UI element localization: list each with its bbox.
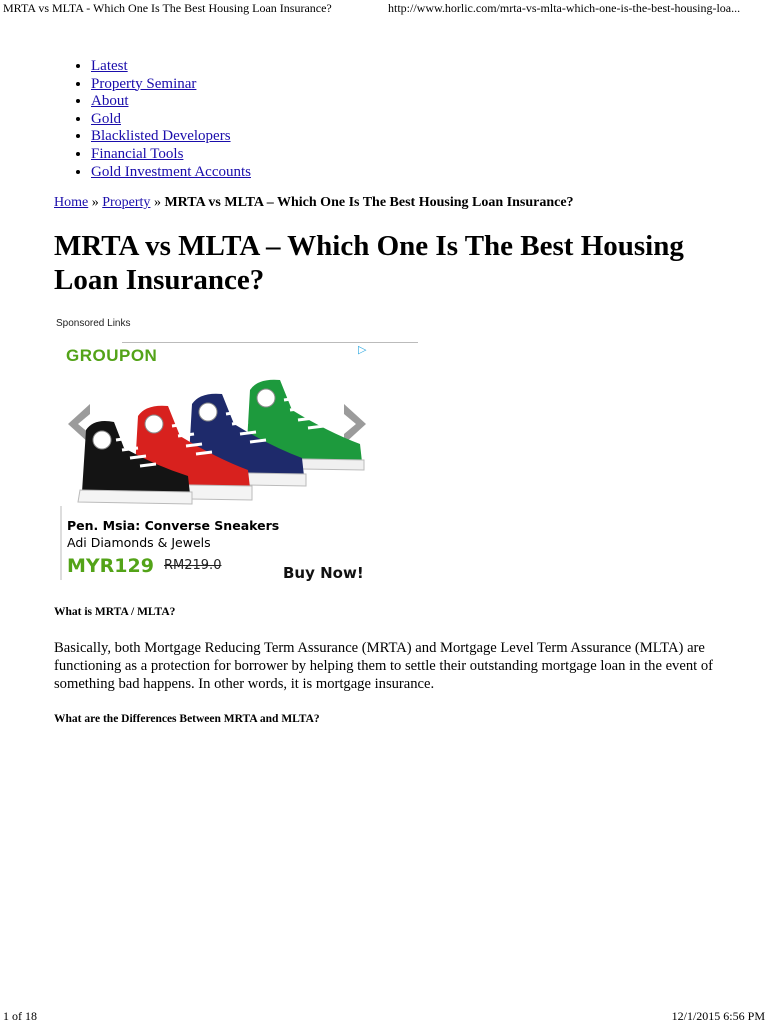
sponsored-ad[interactable]: [60, 342, 368, 588]
section-heading-differences: What are the Differences Between MRTA and MLTA?: [54, 713, 320, 725]
main-nav: [54, 58, 251, 181]
nav-link-gold[interactable]: Gold: [91, 110, 121, 127]
print-footer-datetime: 12/1/2015 6:56 PM: [671, 1009, 765, 1023]
ad-sneakers-image[interactable]: [60, 366, 368, 506]
ad-old-price: RM219.0: [164, 558, 222, 573]
ad-brand-logo: GROUPON: [66, 346, 158, 365]
nav-link-about[interactable]: About: [91, 93, 129, 110]
ad-store-name: Adi Diamonds & Jewels: [67, 535, 211, 550]
print-footer-page: 1 of 18: [3, 1009, 37, 1023]
breadcrumb-separator: »: [88, 195, 103, 210]
article-paragraph: Basically, both Mortgage Reducing Term Assurance (MRTA) and Mortgage Level Term Assurance (MLTA) are functioning as a protection for borrower by helping them to settle their outstanding mortgage loan in the event of something bad happens. In other words, it is mortgage insurance.: [54, 640, 713, 693]
print-header-url: http://www.horlic.com/mrta-vs-mlta-which-one-is-the-best-housing-loa...: [388, 1, 741, 15]
nav-link-gold-investment-accounts[interactable]: Gold Investment Accounts: [91, 163, 251, 180]
ad-left-border: [60, 506, 62, 580]
ad-product-name[interactable]: Pen. Msia: Converse Sneakers: [67, 518, 280, 533]
nav-link-latest[interactable]: Latest: [91, 58, 128, 74]
nav-link-financial-tools[interactable]: Financial Tools: [91, 145, 184, 162]
section-heading-what-is: What is MRTA / MLTA?: [54, 606, 176, 618]
nav-item-gold: [91, 111, 251, 129]
ad-price: MYR129: [67, 555, 154, 577]
nav-item-gold-investment-accounts: [91, 164, 251, 182]
print-header-title: MRTA vs MLTA - Which One Is The Best Housing Loan Insurance?: [3, 1, 332, 15]
breadcrumb-property-link[interactable]: Property: [102, 195, 151, 210]
ad-top-border: [122, 342, 418, 343]
ad-buy-now-button[interactable]: Buy Now!: [283, 564, 364, 582]
nav-item-about: [91, 93, 251, 111]
breadcrumb-home-link[interactable]: Home: [54, 195, 89, 210]
nav-link-property-seminar[interactable]: Property Seminar: [91, 75, 197, 92]
nav-item-property-seminar: [91, 76, 251, 94]
nav-item-financial-tools: [91, 146, 251, 164]
breadcrumb: [54, 195, 574, 211]
nav-link-blacklisted-developers[interactable]: Blacklisted Developers: [91, 128, 231, 145]
ad-next-arrow-icon: [344, 404, 366, 444]
sponsored-links-label: Sponsored Links: [56, 318, 131, 329]
nav-item-latest: [91, 58, 251, 76]
ad-choices-icon[interactable]: ▷: [358, 343, 367, 356]
breadcrumb-separator: »: [150, 195, 165, 210]
breadcrumb-current: MRTA vs MLTA – Which One Is The Best Housing Loan Insurance?: [164, 195, 574, 210]
page-title: MRTA vs MLTA – Which One Is The Best Housing Loan Insurance?: [54, 230, 684, 296]
nav-item-blacklisted-developers: [91, 128, 251, 146]
